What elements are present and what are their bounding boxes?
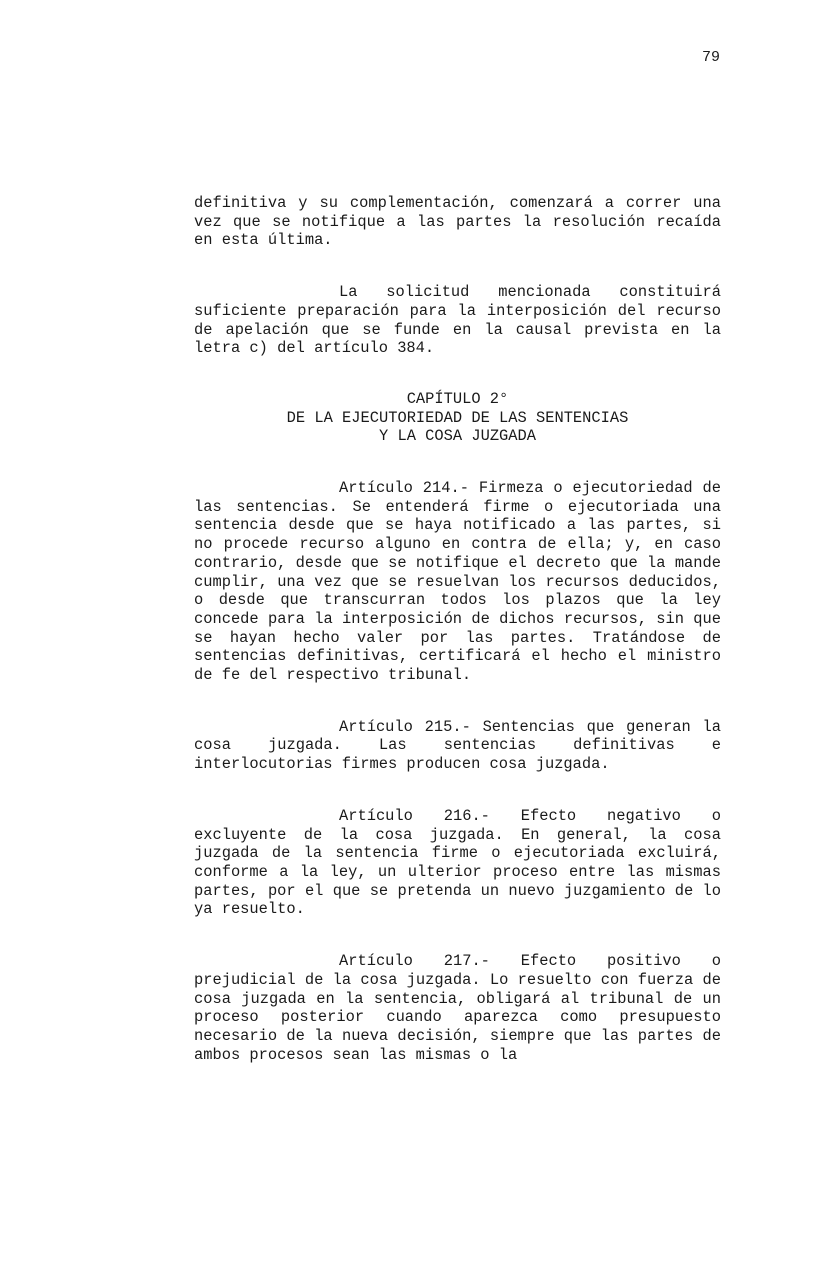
spacer	[194, 250, 721, 283]
spacer	[194, 446, 721, 479]
chapter-title-line-2: Y LA COSA JUZGADA	[378, 427, 536, 446]
article-217: Artículo 217.- Efecto positivo o prejudicial de la cosa juzgada. Lo resuelto con fuerza de cosa juzgada en la sentencia, obligará al tribunal de un proceso posterior cuando aparezca como presupuesto necesario de la nueva decisión, siempre que las partes de ambos procesos sean las mismas o la	[194, 952, 721, 1064]
spacer	[194, 685, 721, 718]
article-215: Artículo 215.- Sentencias que generan la cosa juzgada. Las sentencias definitivas e interlocutorias firmes producen cosa juzgada.	[194, 717, 721, 774]
spacer	[194, 919, 721, 952]
chapter-heading	[194, 390, 721, 446]
paragraph-solicitud: La solicitud mencionada constituirá suficiente preparación para la interposición del recurso de apelación que se funde en la causal prevista en la letra c) del artículo 384.	[194, 283, 721, 358]
paragraph-continuation: definitiva y su complementación, comenzará a correr una vez que se notifique a las partes la resolución recaída en esta última.	[194, 194, 721, 250]
document-body	[194, 194, 721, 1064]
spacer	[194, 358, 721, 390]
article-216: Artículo 216.- Efecto negativo o excluyente de la cosa juzgada. En general, la cosa juzgada de la sentencia firme o ejecutoriada excluirá, conforme a la ley, un ulterior proceso entre las mismas partes, por el que se pretenda un nuevo juzgamiento de lo ya resuelto.	[194, 806, 721, 919]
spacer	[194, 774, 721, 807]
page-number: 79	[701, 49, 720, 66]
chapter-title-line-1: DE LA EJECUTORIEDAD DE LAS SENTENCIAS	[286, 408, 629, 427]
article-214: Artículo 214.- Firmeza o ejecutoriedad de las sentencias. Se entenderá firme o ejecutoriada una sentencia desde que se haya notificado a las partes, si no procede recurso alguno en contra de ella; y, en caso contrario, desde que se notifique el decreto que la mande cumplir, una vez que se resuelvan los recursos deducidos, o desde que transcurran todos los plazos que la ley concede para la interposición de dichos recursos, sin que se hayan hecho valer por las partes. Tratándose de sentencias definitivas, certificará el hecho el ministro de fe del respectivo tribunal.	[194, 479, 721, 685]
chapter-number: CAPÍTULO 2°	[406, 389, 509, 408]
